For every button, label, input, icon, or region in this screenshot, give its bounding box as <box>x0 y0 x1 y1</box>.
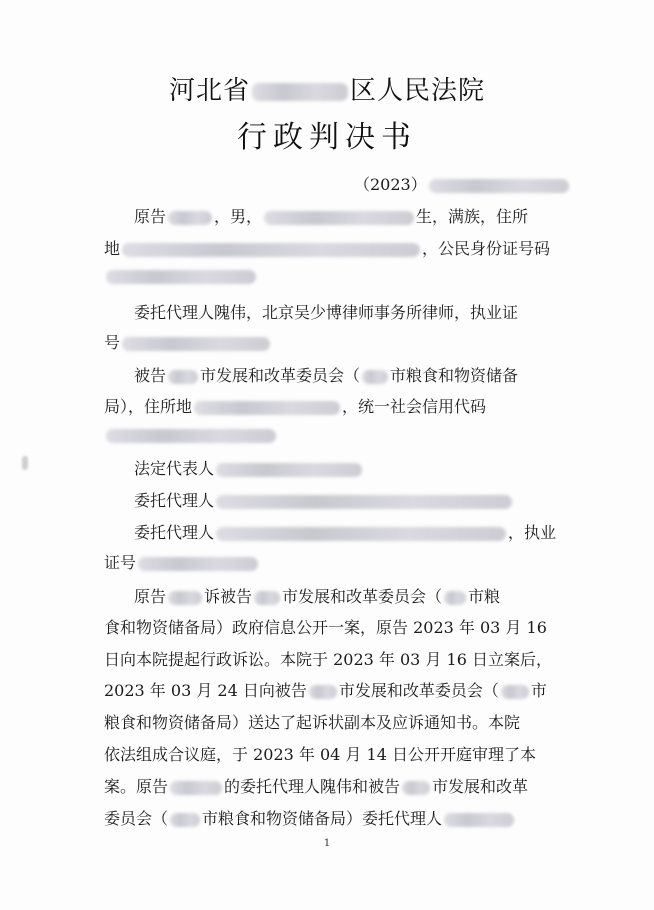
text: 局），住所地 <box>104 397 193 416</box>
redacted-city <box>309 685 337 699</box>
court-prefix: 河北省 <box>168 76 250 106</box>
scan-smudge <box>22 456 28 470</box>
redacted-name <box>170 781 222 795</box>
text: 市发展和改革 <box>432 777 529 796</box>
redacted-id-number <box>106 270 256 284</box>
defendant-agent-2-line-2 <box>104 550 260 573</box>
defendant-agent-2 <box>134 520 556 543</box>
court-name <box>0 70 654 107</box>
narrative-line-3: 日向本院提起行政诉讼。本院于 2023 年 03 月 16 日立案后， <box>104 650 552 669</box>
redacted-legal-rep <box>216 463 362 477</box>
text: 的委托代理人隗伟和被告 <box>224 777 401 796</box>
text: 市发展和改革委员会（ <box>282 587 443 606</box>
text: 2023 年 03 月 24 日向被告 <box>104 681 307 700</box>
plaintiff-line-1 <box>134 204 528 227</box>
text: 市发展和改革委员会（ <box>200 366 361 385</box>
redacted-city <box>402 781 430 795</box>
plaintiff-line-3 <box>104 266 258 285</box>
text: ，执业 <box>508 523 557 542</box>
redacted-city <box>501 685 529 699</box>
redacted-license-number <box>122 337 270 351</box>
text: 市粮食和物资储备 <box>390 366 519 385</box>
narrative-line-5: 粮食和物资储备局）送达了起诉状副本及应诉通知书。本院 <box>104 713 521 732</box>
defendant-agent-1 <box>134 488 514 511</box>
text: ，公民身份证号码 <box>422 239 551 258</box>
narrative-line-1 <box>134 584 500 607</box>
text: 委托代理人 <box>134 491 215 510</box>
text: 市 <box>530 681 547 700</box>
text: 号 <box>104 333 121 352</box>
redacted-city <box>444 591 466 605</box>
text: 被告 <box>134 366 167 385</box>
text: 原告 <box>134 207 167 226</box>
legal-rep-line <box>134 456 364 479</box>
redacted-region <box>252 83 348 101</box>
text: 案。原告 <box>104 777 169 796</box>
redacted-case-number <box>429 179 569 193</box>
redacted-name <box>168 211 212 225</box>
text: 市粮食和物资储备局）委托代理人 <box>202 809 443 828</box>
text: 委员会（ <box>104 809 169 828</box>
redacted-agent <box>444 813 514 827</box>
plaintiff-line-2 <box>104 236 550 259</box>
redacted-address <box>122 243 420 257</box>
redacted-license-number <box>138 557 258 571</box>
redacted-agent <box>216 527 506 541</box>
text: 地 <box>104 239 121 258</box>
agent-line-2 <box>104 330 272 353</box>
text: ，统一社会信用代码 <box>342 397 487 416</box>
redacted-city <box>170 813 200 827</box>
text: 生，满族，住所 <box>416 207 529 226</box>
document-title: 行政判决书 <box>237 120 417 155</box>
narrative-line-4 <box>104 678 547 701</box>
redacted-name <box>168 591 202 605</box>
court-suffix: 区人民法院 <box>350 76 486 106</box>
text: 诉被告 <box>204 587 253 606</box>
defendant-line-3 <box>104 425 278 444</box>
narrative-line-2: 食和物资储备局）政府信息公开一案，原告 2023 年 03 月 16 <box>104 618 547 637</box>
redacted-city <box>168 370 198 384</box>
text: 市发展和改革委员会（ <box>338 681 499 700</box>
defendant-line-2 <box>104 394 486 417</box>
text: 法定代表人 <box>134 459 215 478</box>
redacted-agent <box>216 495 512 509</box>
redacted-credit-code <box>106 429 276 443</box>
text: 证号 <box>104 553 137 572</box>
case-number <box>354 172 571 195</box>
narrative-line-6: 依法组成合议庭，于 2023 年 04 月 14 日公开开庭审理了本 <box>104 745 536 764</box>
defendant-line-1 <box>134 363 518 386</box>
text: 委托代理人 <box>134 523 215 542</box>
text: ，男， <box>214 207 263 226</box>
page-number: 1 <box>323 838 331 849</box>
redacted-address <box>194 401 340 415</box>
redacted-birthdate <box>264 211 414 225</box>
text: 原告 <box>134 587 167 606</box>
redacted-city <box>254 591 280 605</box>
narrative-line-8 <box>104 806 516 829</box>
narrative-line-7 <box>104 774 528 797</box>
agent-line-1: 委托代理人隗伟，北京吴少博律师事务所律师，执业证 <box>134 303 519 322</box>
text: 市粮 <box>468 587 501 606</box>
case-number-year: （2023） <box>354 175 427 194</box>
redacted-city <box>362 370 388 384</box>
